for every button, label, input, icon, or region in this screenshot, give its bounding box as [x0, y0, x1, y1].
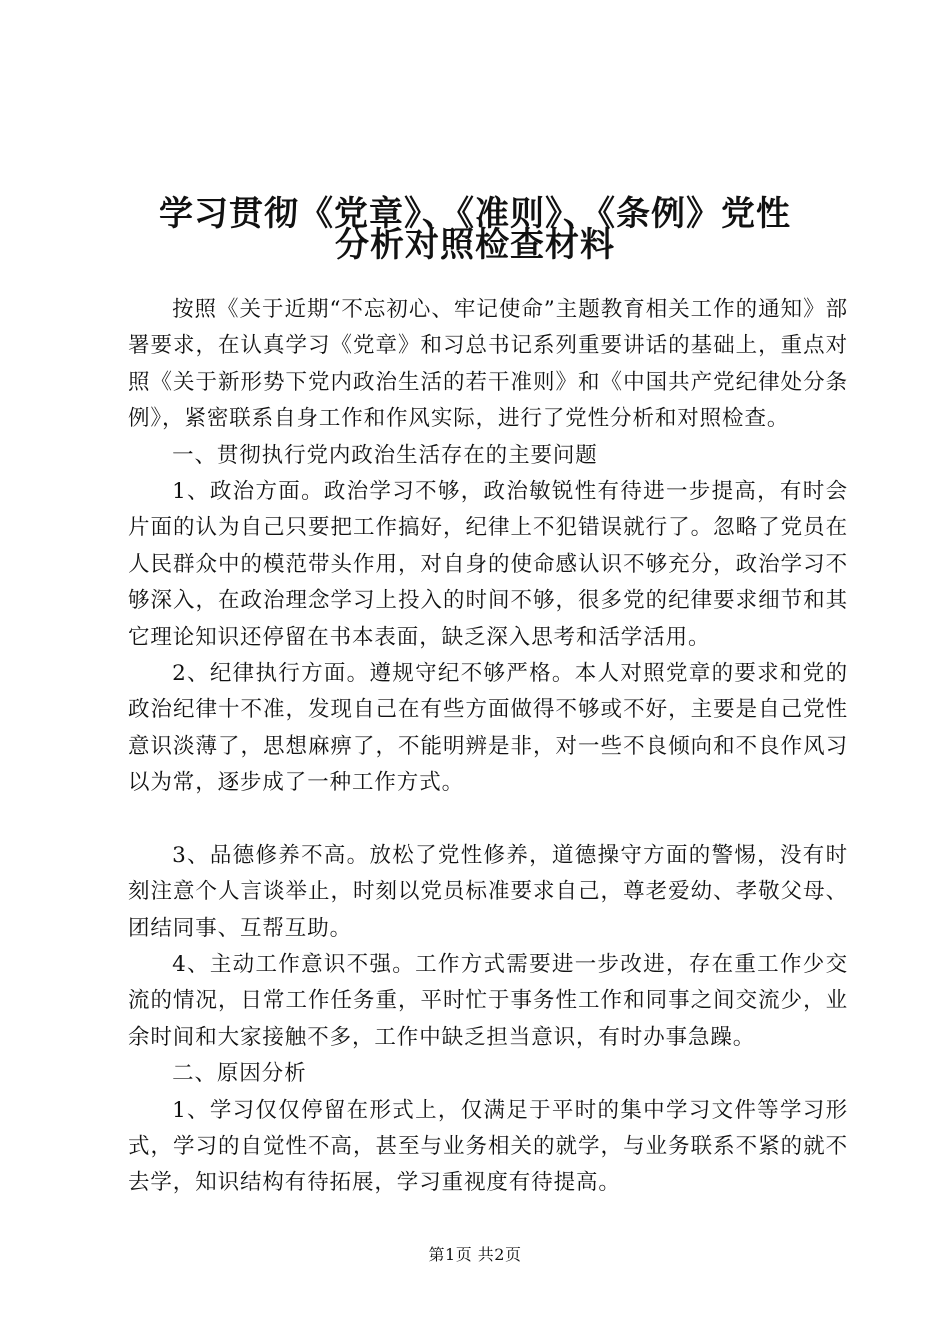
problem-item-1: 1、政治方面。政治学习不够，政治敏锐性有待进一步提高，有时会片面的认为自己只要把工作搞好，纪律上不犯错误就行了。忽略了党员在人民群众中的模范带头作用，对自身的使命感认识不够充分，政治学习不够深入，在政治理念学习上投入的时间不够，很多党的纪律要求细节和其它理论知识还停留在书本表面，缺乏深入思考和活学活用。 — [128, 479, 848, 650]
page-footer: 第1页 共2页 — [428, 1245, 522, 1264]
intro-paragraph: 按照《关于近期“不忘初心、牢记使命”主题教育相关工作的通知》部署要求，在认真学习《党章》和习总书记系列重要讲话的基础上，重点对照《关于新形势下党内政治生活的若干准则》和《中国共产党纪律处分条例》，紧密联系自身工作和作风实际，进行了党性分析和对照检查。 — [128, 297, 848, 432]
cause-item-1: 1、学习仅仅停留在形式上，仅满足于平时的集中学习文件等学习形式，学习的自觉性不高，甚至与业务相关的就学，与业务联系不紧的就不去学，知识结构有待拓展，学习重视度有待提高。 — [128, 1097, 848, 1196]
problem-item-4: 4、主动工作意识不强。工作方式需要进一步改进，存在重工作少交流的情况，日常工作任务重，平时忙于事务性工作和同事之间交流少，业余时间和大家接触不多，工作中缺乏担当意识，有时办事急躁。 — [128, 951, 848, 1050]
document-body — [128, 292, 848, 1202]
paragraph-gap — [128, 802, 848, 838]
problem-item-2: 2、纪律执行方面。遵规守纪不够严格。本人对照党章的要求和党的政治纪律十不准，发现自己在有些方面做得不够或不好，主要是自己党性意识淡薄了，思想麻痹了，不能明辨是非，对一些不良倾向和不良作风习以为常，逐步成了一种工作方式。 — [128, 661, 848, 796]
section-heading-2: 二、原因分析 — [172, 1061, 307, 1087]
document-title-line-1: 学习贯彻《党章》、《准则》、《条例》党性 — [159, 194, 791, 234]
problem-item-3: 3、品德修养不高。放松了党性修养，道德操守方面的警惕，没有时刻注意个人言谈举止，时刻以党员标准要求自己，尊老爱幼、孝敬父母、团结同事、互帮互助。 — [128, 842, 848, 941]
section-heading-1: 一、贯彻执行党内政治生活存在的主要问题 — [172, 442, 598, 468]
document-title-line-2: 分析对照检查材料 — [335, 225, 615, 265]
